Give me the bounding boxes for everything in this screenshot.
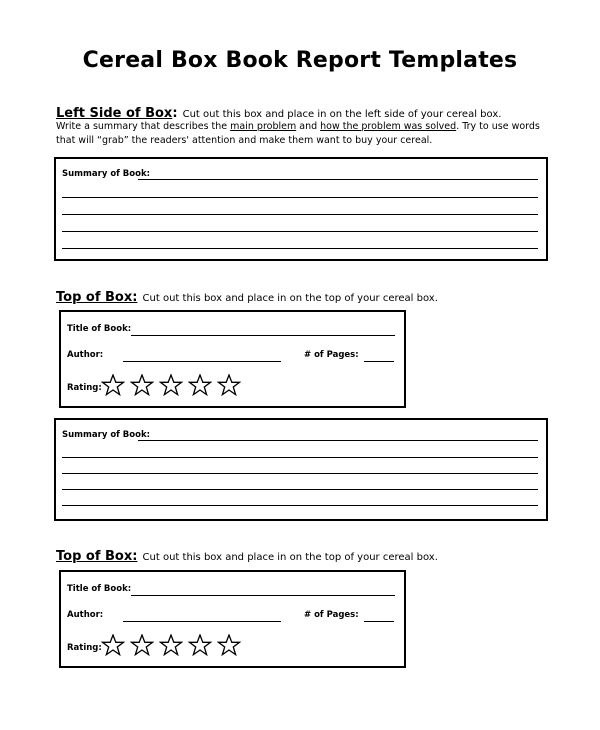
- top-box-2: [59, 570, 406, 668]
- star-icon: [101, 374, 125, 396]
- top-box-2-header: [56, 545, 438, 564]
- left-side-instruction: Cut out this box and place in on the left side of your cereal box.: [182, 109, 502, 120]
- author-label: Author:: [67, 350, 104, 360]
- author-line: [123, 361, 281, 362]
- intro-text-c: . Try to use words: [456, 121, 540, 132]
- star-icon: [159, 634, 183, 656]
- top-box-1-heading: Top of Box:: [56, 290, 138, 305]
- star-icon: [101, 634, 125, 656]
- intro-line-3: that will “grab” the readers' attention and make them want to buy your cereal.: [56, 135, 433, 146]
- left-side-header: [56, 102, 501, 121]
- star-icon: [217, 634, 241, 656]
- intro-text-b: and: [296, 121, 321, 132]
- writing-line: [62, 473, 538, 474]
- writing-line: [62, 489, 538, 490]
- summary-label: Summary of Book:: [62, 169, 151, 179]
- left-side-heading: Left Side of Box: [56, 106, 173, 121]
- writing-line: [138, 440, 538, 441]
- author-label: Author:: [67, 610, 104, 620]
- writing-line: [62, 248, 538, 249]
- title-label: Title of Book:: [67, 584, 132, 594]
- summary-box-2: [54, 418, 548, 521]
- page-title: Cereal Box Book Report Templates: [82, 48, 518, 73]
- title-label: Title of Book:: [67, 324, 132, 334]
- summary-label: Summary of Book:: [62, 430, 151, 440]
- rating-stars: [101, 634, 241, 656]
- pages-line: [364, 621, 394, 622]
- rating-label: Rating:: [67, 643, 102, 653]
- pages-line: [364, 361, 394, 362]
- left-side-intro: [56, 120, 540, 148]
- writing-line: [62, 214, 538, 215]
- star-icon: [130, 634, 154, 656]
- intro-main-problem: main problem: [230, 121, 297, 132]
- title-line: [131, 595, 395, 596]
- writing-line: [62, 197, 538, 198]
- top-box-1-header: [56, 286, 438, 305]
- left-side-colon: :: [172, 106, 178, 121]
- rating-stars: [101, 374, 241, 396]
- writing-line: [138, 179, 538, 180]
- top-box-2-instruction: Cut out this box and place in on the top of your cereal box.: [142, 552, 438, 563]
- star-icon: [188, 634, 212, 656]
- star-icon: [217, 374, 241, 396]
- rating-label: Rating:: [67, 383, 102, 393]
- summary-box-left: [54, 157, 548, 261]
- intro-line-2: [56, 120, 540, 134]
- top-box-1-instruction: Cut out this box and place in on the top of your cereal box.: [142, 293, 438, 304]
- intro-text-a: Write a summary that describes the: [56, 121, 231, 132]
- star-icon: [159, 374, 183, 396]
- star-icon: [188, 374, 212, 396]
- pages-label: # of Pages:: [304, 350, 359, 360]
- writing-line: [62, 231, 538, 232]
- writing-line: [62, 457, 538, 458]
- author-line: [123, 621, 281, 622]
- title-line: [131, 335, 395, 336]
- writing-line: [62, 505, 538, 506]
- intro-problem-solved: how the problem was solved: [320, 121, 457, 132]
- star-icon: [130, 374, 154, 396]
- pages-label: # of Pages:: [304, 610, 359, 620]
- top-box-1: [59, 310, 406, 408]
- top-box-2-heading: Top of Box:: [56, 549, 138, 564]
